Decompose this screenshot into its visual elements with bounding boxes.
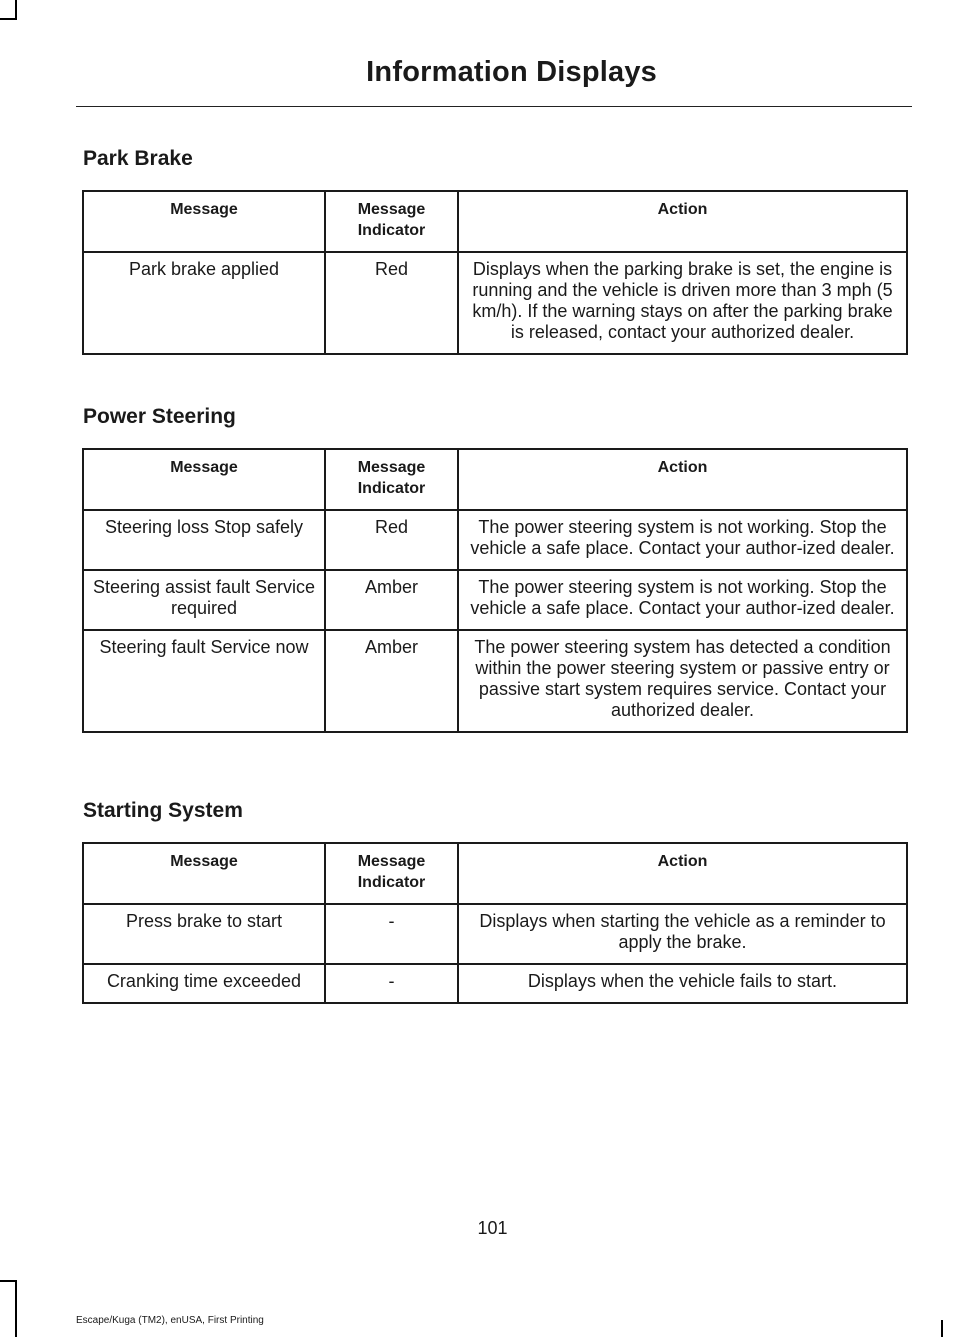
column-header-action: Action [458,191,907,252]
crop-mark-bottom-right [941,1320,943,1337]
section-title-power-steering: Power Steering [83,405,236,428]
table-header-row [83,843,907,904]
park-brake-table [82,190,908,355]
crop-mark-top-left-h [0,18,17,20]
header-divider [76,106,912,107]
table-row [83,570,907,630]
action-cell: Displays when the vehicle fails to start. [458,964,907,1003]
table-header-row [83,191,907,252]
section-title-park-brake: Park Brake [83,147,193,170]
message-cell: Park brake applied [83,252,325,354]
table-row [83,252,907,354]
table-row [83,510,907,570]
table-row [83,630,907,732]
message-cell: Steering loss Stop safely [83,510,325,570]
table-row [83,904,907,964]
table-header-row [83,449,907,510]
message-cell: Steering fault Service now [83,630,325,732]
crop-mark-bottom-left-h [0,1280,17,1282]
action-cell: The power steering system has detected a condition within the power steering system or passive entry or passive start system requires service. Contact your authorized dealer. [458,630,907,732]
table-row [83,964,907,1003]
action-cell: Displays when starting the vehicle as a reminder to apply the brake. [458,904,907,964]
action-cell: The power steering system is not working. Stop the vehicle a safe place. Contact your author-ized dealer. [458,570,907,630]
action-cell: Displays when the parking brake is set, the engine is running and the vehicle is driven more than 3 mph (5 km/h). If the warning stays on after the parking brake is released, contact your authorized dealer. [458,252,907,354]
page-number: 101 [477,1218,508,1238]
column-header-action: Action [458,449,907,510]
column-header-message: Message [83,843,325,904]
action-cell: The power steering system is not working. Stop the vehicle a safe place. Contact your author-ized dealer. [458,510,907,570]
indicator-cell: - [325,904,458,964]
message-cell: Steering assist fault Service required [83,570,325,630]
column-header-message: Message [83,191,325,252]
column-header-action: Action [458,843,907,904]
message-cell: Cranking time exceeded [83,964,325,1003]
indicator-cell: Amber [325,570,458,630]
section-title-starting-system: Starting System [83,799,243,822]
indicator-cell: Red [325,510,458,570]
column-header-message: Message [83,449,325,510]
column-header-indicator: Message Indicator [325,191,458,252]
column-header-indicator: Message Indicator [325,449,458,510]
indicator-cell: Amber [325,630,458,732]
crop-mark-top-left [15,0,17,20]
column-header-indicator: Message Indicator [325,843,458,904]
edition-footer: Escape/Kuga (TM2), enUSA, First Printing [76,1315,264,1326]
starting-system-table [82,842,908,1004]
indicator-cell: Red [325,252,458,354]
power-steering-table [82,448,908,733]
page-title: Information Displays [366,56,657,88]
indicator-cell: - [325,964,458,1003]
crop-mark-bottom-left [15,1280,17,1337]
message-cell: Press brake to start [83,904,325,964]
